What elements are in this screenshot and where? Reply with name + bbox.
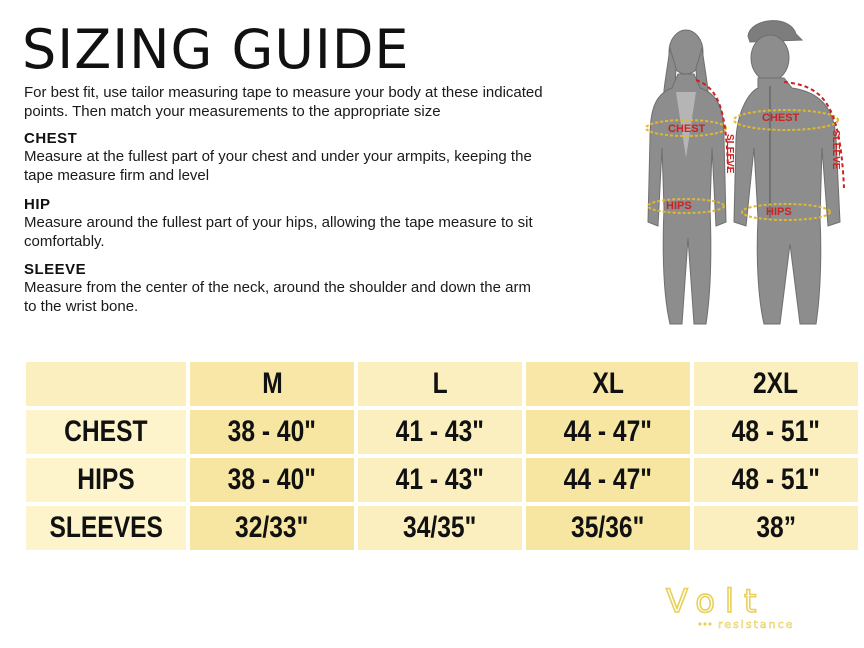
woman-hips-label: HIPS — [666, 200, 692, 212]
logo-brand: Volt — [666, 584, 767, 620]
size-header-row — [26, 362, 858, 406]
table-cell: 41 - 43" — [358, 410, 522, 454]
measurement-illustration — [600, 8, 862, 326]
man-hips-label: HIPS — [766, 206, 792, 218]
woman-figure — [648, 30, 726, 324]
table-cell: 38” — [694, 506, 858, 550]
table-row — [26, 458, 858, 502]
table-cell: 38 - 40" — [190, 410, 354, 454]
table-cell: 32/33" — [190, 506, 354, 550]
table-cell: 35/36" — [526, 506, 690, 550]
size-header-l: L — [358, 362, 522, 406]
table-cell: 34/35" — [358, 506, 522, 550]
chest-section — [24, 130, 544, 185]
intro-text: For best fit, use tailor measuring tape to measure your body at these indicated points. Then match your measurements to the appropriate size — [24, 84, 543, 120]
chest-description: Measure at the fullest part of your chest and under your armpits, keeping the tape measure firm and level — [24, 148, 532, 184]
row-label-hips: HIPS — [26, 458, 186, 502]
table-row — [26, 506, 858, 550]
sleeve-description: Measure from the center of the neck, around the shoulder and down the arm to the wrist bone. — [24, 279, 531, 315]
woman-chest-label: CHEST — [668, 123, 706, 135]
chest-heading: CHEST — [24, 130, 78, 147]
man-sleeve-label: SLEEVE — [830, 130, 841, 170]
hip-section — [24, 196, 544, 251]
size-header-2xl: 2XL — [694, 362, 858, 406]
size-table — [22, 358, 862, 554]
hip-description: Measure around the fullest part of your hips, allowing the tape measure to sit comfortably. — [24, 214, 533, 250]
row-label-sleeves: SLEEVES — [26, 506, 186, 550]
man-figure — [734, 21, 840, 324]
volt-logo — [664, 584, 848, 632]
size-header-m: M — [190, 362, 354, 406]
header-corner-cell — [26, 362, 186, 406]
table-cell: 48 - 51" — [694, 410, 858, 454]
table-cell: 44 - 47" — [526, 458, 690, 502]
size-header-xl: XL — [526, 362, 690, 406]
hip-heading: HIP — [24, 196, 51, 213]
page-title: SIZING GUIDE — [22, 18, 410, 81]
table-cell: 48 - 51" — [694, 458, 858, 502]
sleeve-heading: SLEEVE — [24, 261, 87, 278]
table-cell: 38 - 40" — [190, 458, 354, 502]
table-row — [26, 410, 858, 454]
woman-sleeve-label: SLEEVE — [724, 134, 735, 174]
table-cell: 44 - 47" — [526, 410, 690, 454]
row-label-chest: CHEST — [26, 410, 186, 454]
table-cell: 41 - 43" — [358, 458, 522, 502]
sleeve-section — [24, 261, 544, 316]
man-chest-label: CHEST — [762, 112, 800, 124]
logo-tagline: resistance — [718, 618, 795, 631]
